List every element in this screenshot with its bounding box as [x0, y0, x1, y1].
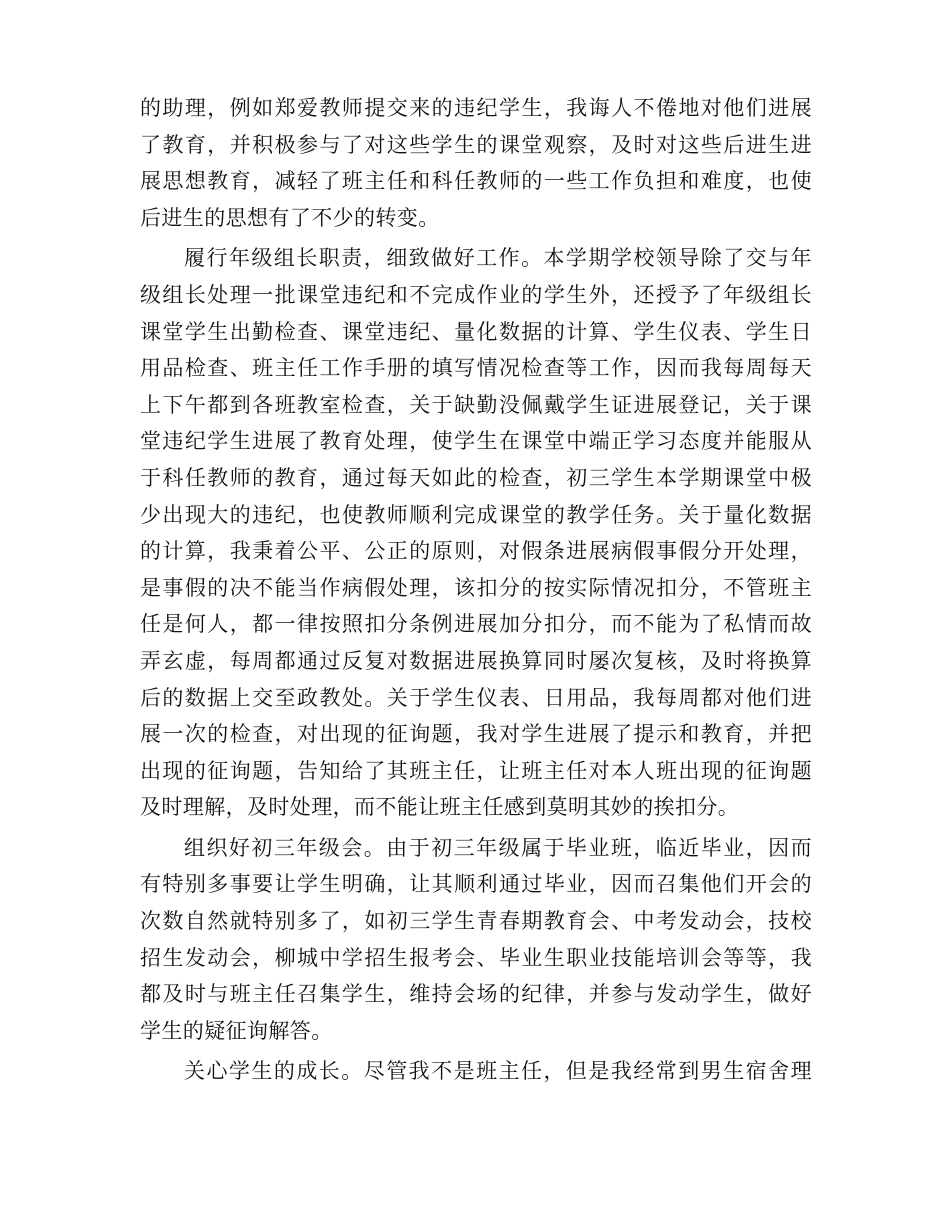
text-line: 课堂学生出勤检查、课堂违纪、量化数据的计算、学生仪表、学生日 [140, 319, 812, 344]
text-line: 履行年级组长职责，细致做好工作。本学期学校领导除了交与年 [184, 246, 812, 271]
text-line: 了教育，并积极参与了对这些学生的课堂观察，及时对这些后进生进 [140, 132, 812, 157]
text-line: 展思想教育，减轻了班主任和科任教师的一些工作负担和难度，也使 [140, 169, 812, 194]
text-line: 的助理，例如郑爱教师提交来的违纪学生，我诲人不倦地对他们进展 [140, 96, 812, 120]
text-line: 任是何人，都一律按照扣分条例进展加分扣分，而不能为了私情而故 [140, 612, 812, 637]
text-line: 及时理解，及时处理，而不能让班主任感到莫明其妙的挨扣分。 [140, 795, 740, 820]
paragraph [140, 240, 812, 826]
paragraph [140, 830, 812, 1050]
text-line: 弄玄虚，每周都通过反复对数据进展换算同时屡次复核，及时将换算 [140, 648, 812, 673]
text-line: 少出现大的违纪，也使教师顺利完成课堂的教学任务。关于量化数据 [140, 502, 812, 527]
text-line: 有特别多事要让学生明确，让其顺利通过毕业，因而召集他们开会的 [140, 872, 812, 897]
text-line: 组织好初三年级会。由于初三年级属于毕业班，临近毕业，因而 [184, 835, 812, 860]
text-line: 用品检查、班主任工作手册的填写情况检查等工作，因而我每周每天 [140, 356, 812, 381]
text-line: 都及时与班主任召集学生，维持会场的纪律，并参与发动学生，做好 [140, 982, 812, 1007]
text-line: 招生发动会，柳城中学招生报考会、毕业生职业技能培训会等等，我 [140, 945, 812, 970]
text-line: 级组长处理一批课堂违纪和不完成作业的学生外，还授予了年级组长 [140, 282, 812, 307]
document-body [140, 90, 812, 1090]
text-line: 展一次的检查，对出现的征询题，我对学生进展了提示和教育，并把 [140, 722, 812, 747]
text-line: 后进生的思想有了不少的转变。 [140, 205, 440, 230]
paragraph [140, 1053, 812, 1090]
text-line: 次数自然就特别多了，如初三学生青春期教育会、中考发动会，技校 [140, 909, 812, 934]
text-line: 上下午都到各班教室检查，关于缺勤没佩戴学生证进展登记，关于课 [140, 392, 812, 417]
paragraph [140, 90, 812, 236]
text-line: 学生的疑征询解答。 [140, 1018, 333, 1043]
text-line: 于科任教师的教育，通过每天如此的检查，初三学生本学期课堂中极 [140, 465, 812, 490]
text-line: 的计算，我秉着公平、公正的原则，对假条进展病假事假分开处理， [140, 539, 812, 564]
text-line: 堂违纪学生进展了教育处理，使学生在课堂中端正学习态度并能服从 [140, 429, 812, 454]
text-line: 是事假的决不能当作病假处理，该扣分的按实际情况扣分，不管班主 [140, 575, 812, 600]
text-line: 后的数据上交至政教处。关于学生仪表、日用品，我每周都对他们进 [140, 685, 812, 710]
text-line: 关心学生的成长。尽管我不是班主任，但是我经常到男生宿舍理 [184, 1059, 812, 1084]
text-line: 出现的征询题，告知给了其班主任，让班主任对本人班出现的征询题 [140, 758, 812, 783]
